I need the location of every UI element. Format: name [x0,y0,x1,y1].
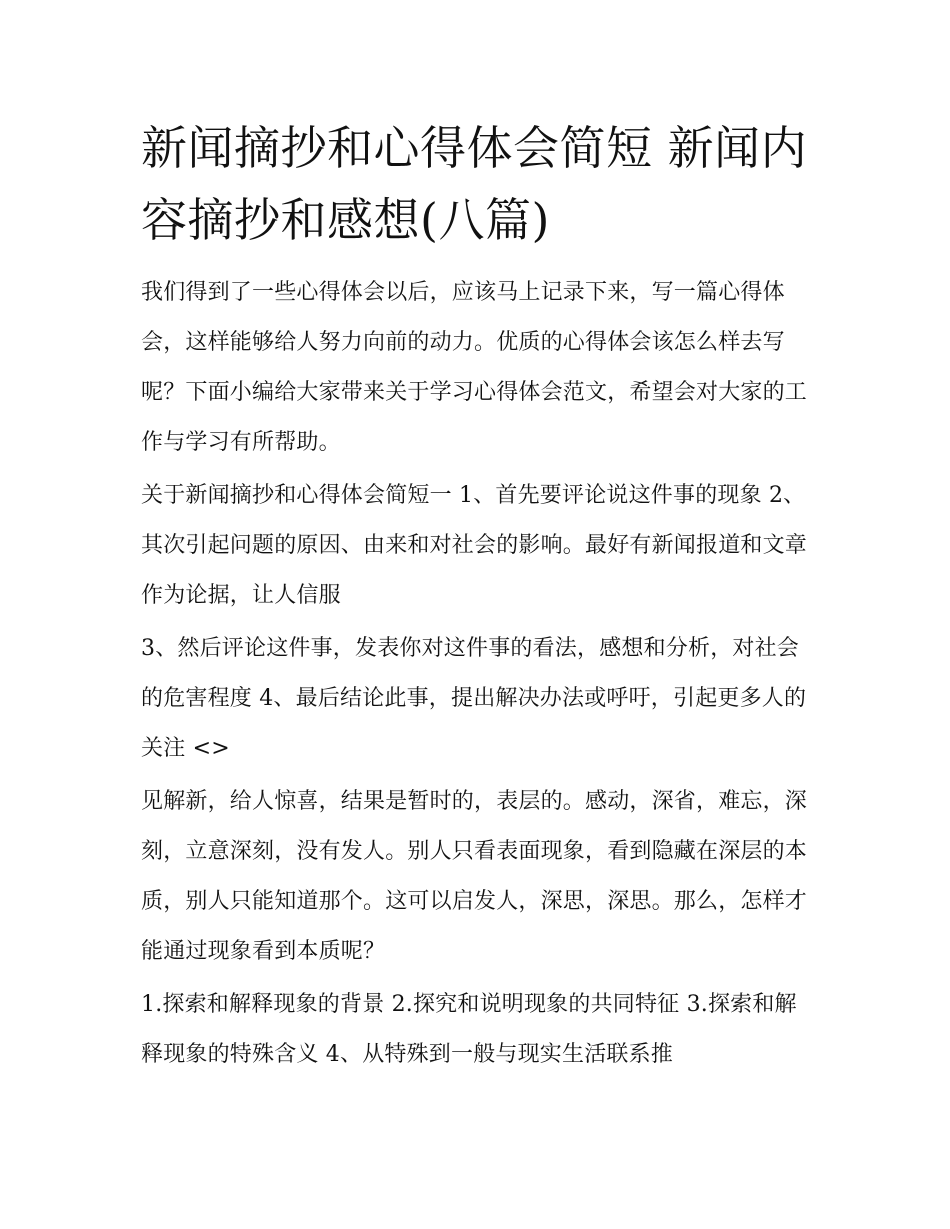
paragraph-steps: 3、然后评论这件事，发表你对这件事的看法，感想和分析，对社会的危害程度 4、最后结论此事，提出解决办法或呼吁，引起更多人的关注 <> [141,636,807,761]
paragraph-method-list: 1.探索和解释现象的背景 2.探究和说明现象的共同特征 3.探索和解释现象的特殊含义 4、从特殊到一般与现实生活联系推 [141,992,797,1067]
paragraph-section-one: 关于新闻摘抄和心得体会简短一 1、首先要评论说这件事的现象 2、其次引起问题的原因、由来和对社会的影响。最好有新闻报道和文章作为论据，让人信服 [141,483,808,608]
document-title: 新闻摘抄和心得体会简短 新闻内容摘抄和感想(八篇) [141,121,808,247]
document-body [141,112,813,1083]
paragraph-insight: 见解新，给人惊喜，结果是暂时的，表层的。感动，深省，难忘，深刻，立意深刻，没有发人。别人只看表面现象，看到隐藏在深层的本质，别人只能知道那个。这可以启发人，深思，深思。那么，怎样才能通过现象看到本质呢？ [141,789,808,964]
paragraph-intro: 我们得到了一些心得体会以后，应该马上记录下来，写一篇心得体会，这样能够给人努力向前的动力。优质的心得体会该怎么样去写呢？下面小编给大家带来关于学习心得体会范文，希望会对大家的工作与学习有所帮助。 [141,280,808,455]
